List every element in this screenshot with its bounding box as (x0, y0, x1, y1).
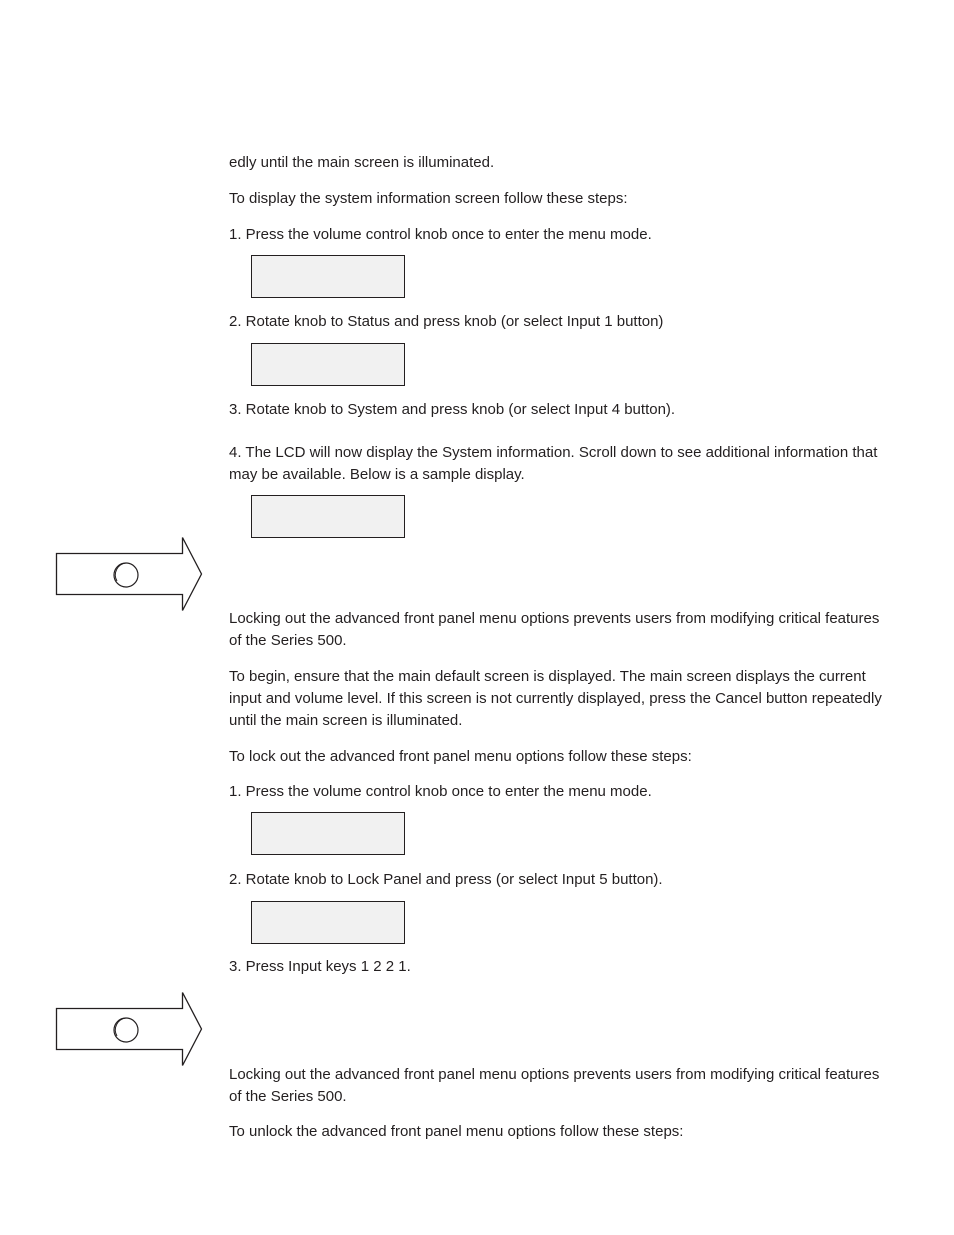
lock-description: Locking out the advanced front panel menu options prevents users from modifying critical features of the Series 500. (229, 610, 880, 649)
system-info-step-4: 4. The LCD will now display the System information. Scroll down to see additional information that may be available. Below is a sample display. (229, 444, 878, 483)
section-arrow-icon (55, 536, 205, 612)
lcd-display-box (251, 812, 405, 855)
section-arrow-icon (55, 991, 205, 1067)
knob-icon (114, 1018, 138, 1042)
lock-begin-paragraph: To begin, ensure that the main default screen is displayed. The main screen displays the current input and volume level. If this screen is not currently displayed, press the Cancel button repeatedly until the main screen is illuminated. (229, 668, 882, 729)
lock-step-2: 2. Rotate knob to Lock Panel and press (or select Input 5 button). (229, 871, 663, 888)
unlock-description: Locking out the advanced front panel menu options prevents users from modifying critical features of the Series 500. (229, 1066, 880, 1105)
lock-step-3: 3. Press Input keys 1 2 2 1. (229, 958, 411, 975)
system-info-step-1: 1. Press the volume control knob once to enter the menu mode. (229, 226, 652, 243)
lcd-display-box (251, 343, 405, 386)
paragraph-continuation: edly until the main screen is illuminated. (229, 154, 495, 171)
lock-intro: To lock out the advanced front panel menu options follow these steps: (229, 748, 692, 765)
unlock-intro: To unlock the advanced front panel menu options follow these steps: (229, 1123, 684, 1140)
lcd-display-box (251, 255, 405, 298)
system-info-step-2: 2. Rotate knob to Status and press knob (or select Input 1 button) (229, 313, 664, 330)
lcd-display-box (251, 901, 405, 944)
system-info-intro: To display the system information screen follow these steps: (229, 190, 628, 207)
lcd-display-box (251, 495, 405, 538)
system-info-step-3: 3. Rotate knob to System and press knob (or select Input 4 button). (229, 401, 676, 418)
knob-icon (114, 563, 138, 587)
lock-step-1: 1. Press the volume control knob once to enter the menu mode. (229, 783, 652, 800)
